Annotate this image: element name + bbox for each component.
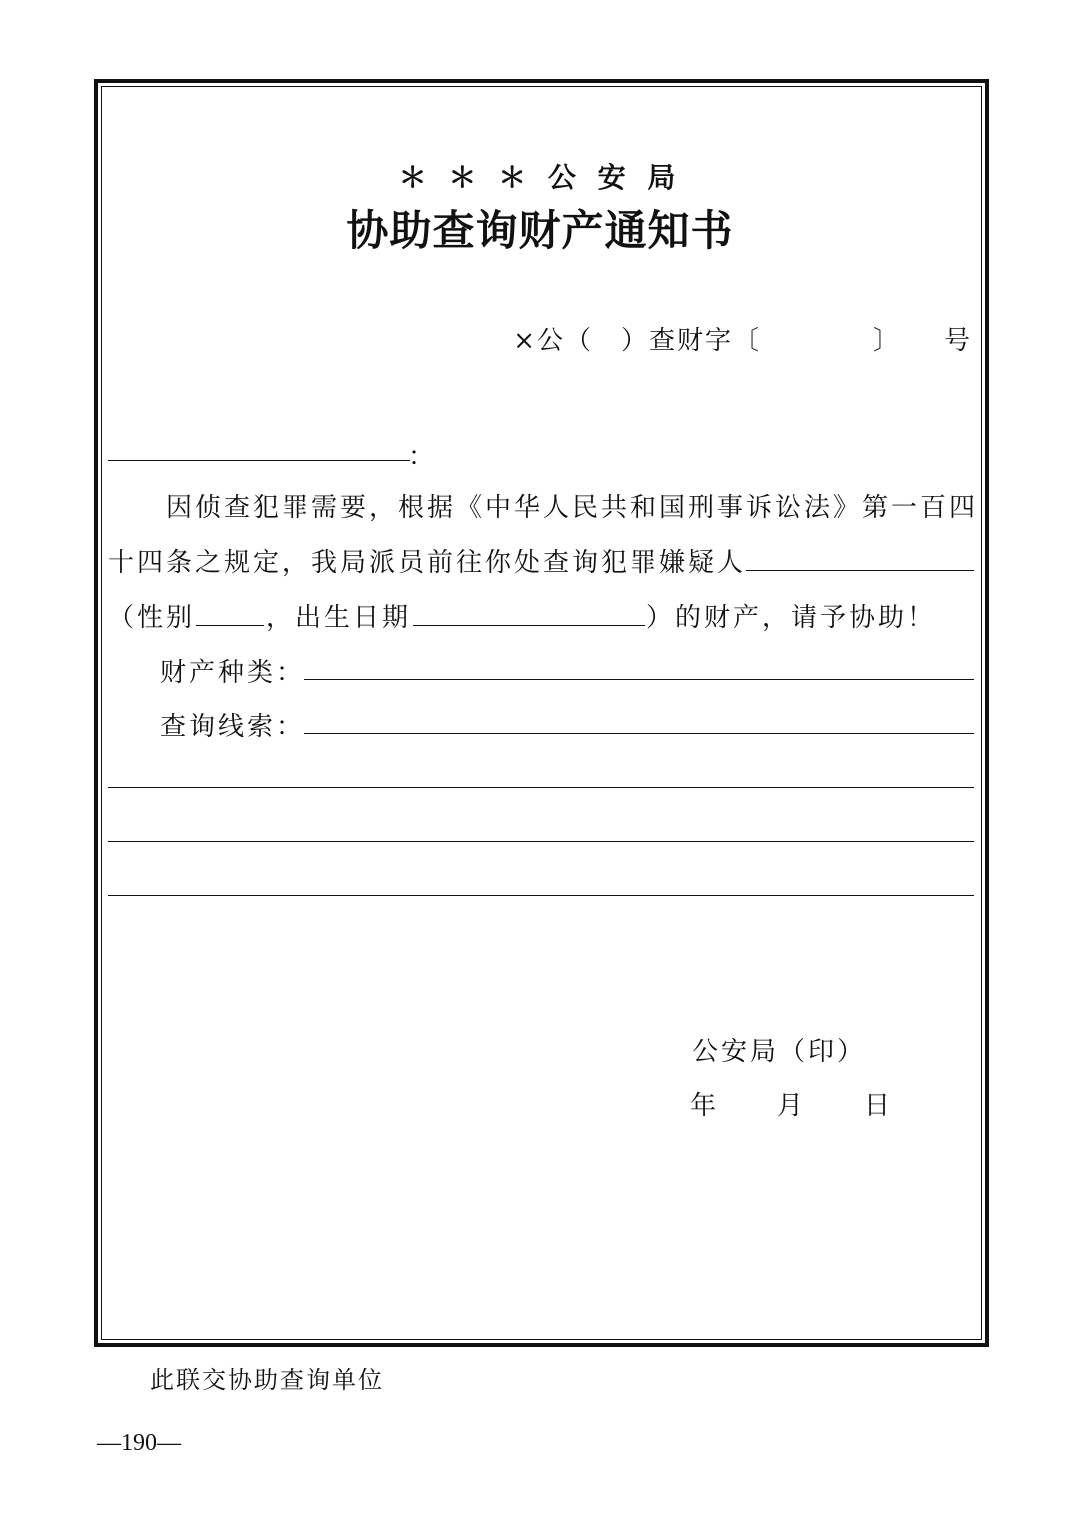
copy-note: 此联交协助查询单位 bbox=[150, 1366, 384, 1394]
extra-line-1 bbox=[108, 787, 974, 788]
extra-line-2 bbox=[108, 841, 974, 842]
birthdate-blank bbox=[413, 625, 645, 626]
query-clues-blank bbox=[304, 733, 974, 734]
document-number: ×公（ ）查财字〔 〕 号 bbox=[513, 326, 972, 356]
extra-line-3 bbox=[108, 895, 974, 896]
paragraph-line-3-end: ）的财产，请予协助！ bbox=[646, 603, 937, 633]
property-type-label: 财产种类： bbox=[160, 658, 306, 688]
gender-label: （性别 bbox=[108, 603, 196, 633]
birthdate-label: ，出生日期 bbox=[266, 603, 412, 633]
seal-label: 公安局（印） bbox=[692, 1037, 867, 1067]
suspect-name-blank bbox=[746, 570, 974, 571]
paragraph-line-1: 因侦查犯罪需要，根据《中华人民共和国刑事诉讼法》第一百四 bbox=[166, 493, 979, 523]
date-label: 年 月 日 bbox=[690, 1091, 894, 1121]
property-type-blank bbox=[304, 679, 974, 680]
query-clues-label: 查询线索： bbox=[160, 712, 306, 742]
page-number: —190— bbox=[97, 1430, 181, 1456]
paragraph-line-2: 十四条之规定，我局派员前往你处查询犯罪嫌疑人 bbox=[108, 548, 747, 578]
gender-blank bbox=[196, 625, 264, 626]
issuing-authority: ＊ ＊ ＊ 公 安 局 bbox=[398, 161, 682, 194]
addressee-blank bbox=[108, 460, 410, 461]
document-title: 协助查询财产通知书 bbox=[346, 206, 734, 255]
addressee-colon: ： bbox=[408, 442, 438, 472]
